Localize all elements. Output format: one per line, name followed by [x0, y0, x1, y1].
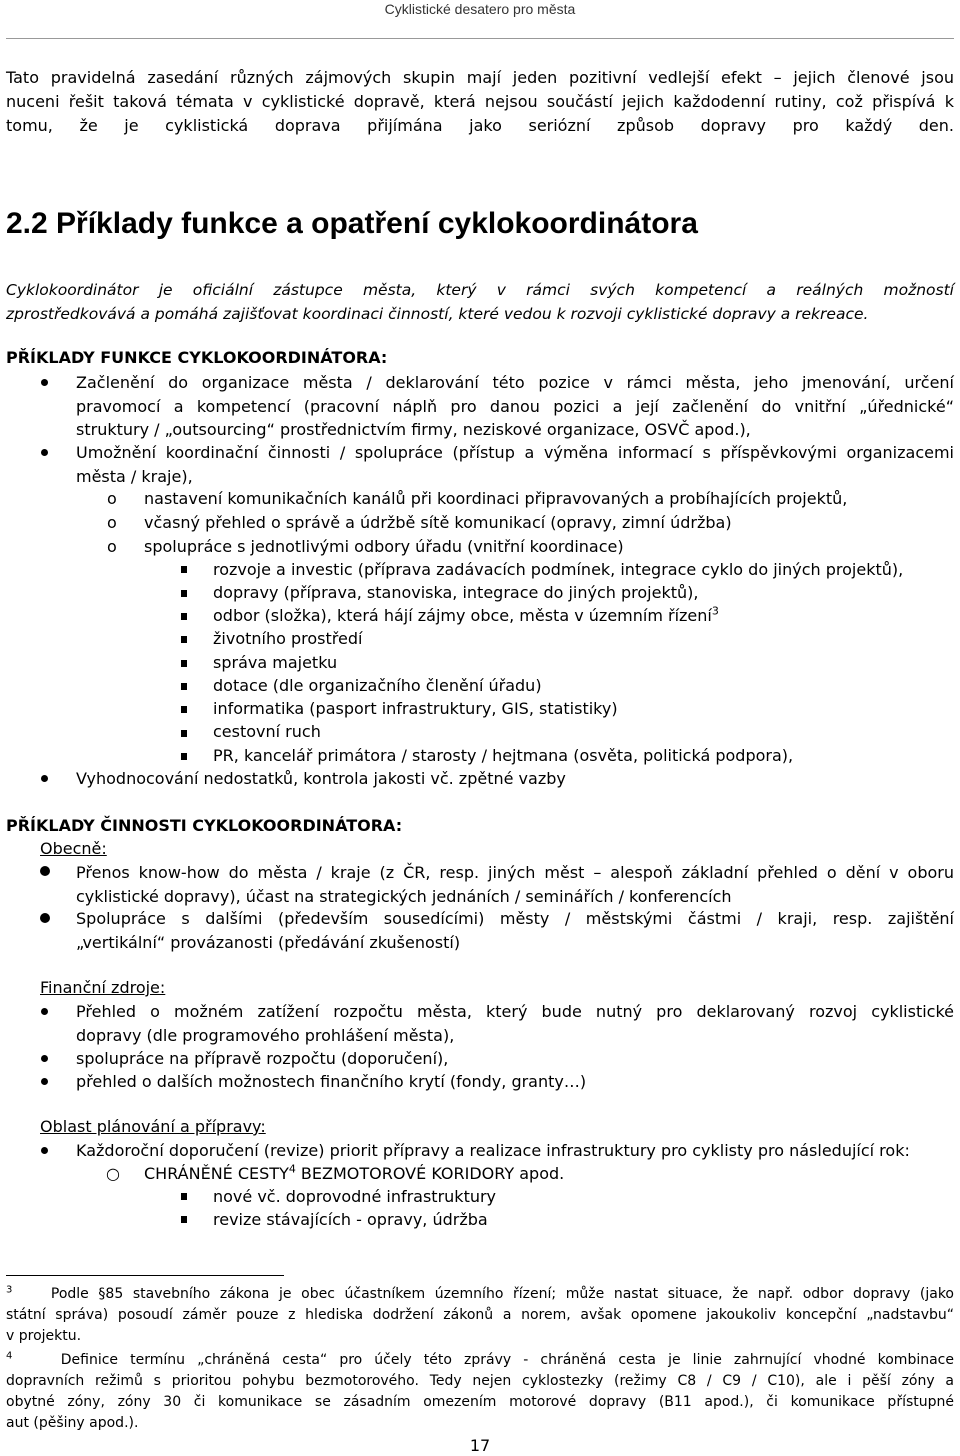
bullet-icon — [41, 1008, 48, 1015]
section-definition — [6, 278, 954, 326]
bullet-icon — [41, 1055, 48, 1062]
square-bullet-icon — [181, 1193, 187, 1200]
general-item-2-line-1: Spolupráce s dalšími (především sousedícími) městy / městskými částmi / kraji, resp. zajištění — [76, 909, 954, 928]
general-item-1-line-2: cyklistické dopravy), účast na strategických jednáních / seminářích / konferencích — [76, 886, 732, 906]
footnote-4-line-1 — [6, 1350, 954, 1371]
square-bullet-icon — [181, 590, 187, 597]
sub-bullet-marker: o — [107, 513, 117, 532]
function-subsub-2: dopravy (příprava, stanoviska, integrace do jiných projektů), — [213, 583, 699, 602]
footnote-3-text-1: Podle §85 stavebního zákona je obec účastníkem územního řízení; může nastat situace, že např. odbor dopravy (jako — [50, 1286, 954, 1302]
finance-item-1-line-1: Přehled o možném zatížení rozpočtu města, který bude nutný pro deklarovaný rozvoj cyklistické — [76, 1002, 954, 1021]
function-sub-1: nastavení komunikačních kanálů při koordinaci připravovaných a probíhajících projektů, — [144, 489, 848, 508]
general-item-1-line-1: Přenos know-how do města / kraje (z ČR, resp. jiných měst – alespoň základní přehled o dění v oboru — [76, 863, 954, 882]
finance-item-2: spolupráce na přípravě rozpočtu (doporučení), — [76, 1049, 449, 1068]
footnote-3 — [6, 1284, 954, 1347]
general-item-2-line-2: „vertikální“ provázanosti (předávání zkušeností) — [76, 932, 461, 952]
footnote-ref-3[interactable]: 3 — [711, 604, 719, 618]
function-sub-3: spolupráce s jednotlivými odbory úřadu (vnitřní koordinace) — [144, 537, 624, 556]
function-item-1-line-2: pravomocí a kompetencí (pracovní náplň pro danou pozici a její začlenění do vnitřní „úřednické“ — [76, 396, 954, 416]
planning-subsub-1: nové vč. doprovodné infrastruktury — [213, 1187, 497, 1206]
function-sub-2: včasný přehled o správě a údržbě sítě komunikací (opravy, zimní údržba) — [144, 513, 732, 532]
footnote-4 — [6, 1350, 954, 1434]
footnote-3-line-2: státní správa) posoudí záměr pouze z hlediska dodržení zákonů a norem, avšak opomene jakoukoliv koncepční „nadstavbu“ — [6, 1307, 954, 1323]
header-rule — [6, 38, 954, 39]
sub-bullet-marker: o — [107, 489, 117, 508]
footnote-rule — [6, 1275, 284, 1276]
footnote-4-text-1: Definice termínu „chráněná cesta“ pro účely této zprávy - chráněná cesta je linie zahrnující vhodné kombinace — [60, 1352, 954, 1368]
square-bullet-icon — [181, 1216, 187, 1223]
square-bullet-icon — [181, 730, 187, 737]
finance-item-3: přehled o dalších možnostech finančního krytí (fondy, granty…) — [76, 1072, 587, 1091]
intro-paragraph — [6, 66, 954, 138]
bullet-icon — [41, 449, 48, 456]
square-bullet-icon — [181, 753, 187, 760]
bullet-icon — [41, 775, 48, 782]
footnote-ref-4[interactable]: 4 — [288, 1162, 296, 1176]
planning-subsub-2: revize stávajících - opravy, údržba — [213, 1210, 488, 1229]
square-bullet-icon — [181, 636, 187, 643]
planning-sub-1 — [144, 1162, 564, 1185]
general-item-1 — [76, 861, 954, 908]
footnote-4-line-2: dopravních režimů s prioritou pohybu bezmotorového. Tedy nejen cyklostezky (režimy C8 / C9 / C10), ale i pěší zóny a — [6, 1373, 954, 1389]
finance-item-1 — [76, 1000, 954, 1047]
general-item-2 — [76, 907, 954, 954]
bullet-icon — [40, 913, 50, 923]
bullet-icon — [41, 1147, 48, 1154]
finance-item-1-line-2: dopravy (dle programového prohlášení města), — [76, 1025, 455, 1045]
planning-sub-1-after: BEZMOTOROVÉ KORIDORY apod. — [295, 1164, 565, 1183]
square-bullet-icon — [181, 683, 187, 690]
general-subheading: Obecně: — [40, 839, 107, 858]
square-bullet-icon — [181, 706, 187, 713]
bullet-icon — [40, 866, 50, 876]
intro-line-3: tomu, že je cyklistická doprava přijímána jako seriózní způsob dopravy pro každý den. — [6, 116, 954, 135]
function-subsub-4: životního prostředí — [213, 629, 363, 648]
footnote-3-line-3: v projektu. — [6, 1328, 82, 1344]
function-item-2-line-1: Umožnění koordinační činnosti / spolupráce (přístup a výměna informací s příspěvkovými organizacemi — [76, 443, 954, 462]
footnote-3-line-1 — [6, 1284, 954, 1305]
finance-subheading: Finanční zdroje: — [40, 978, 166, 997]
function-item-3: Vyhodnocování nedostatků, kontrola jakosti vč. zpětné vazby — [76, 769, 566, 788]
intro-line-2: nuceni řešit taková témata v cyklistické dopravě, která nejsou součástí jejich každodenní rutiny, což přispívá k — [6, 92, 954, 111]
function-subsub-3 — [213, 604, 719, 627]
intro-line-1: Tato pravidelná zasedání různých zájmových skupin mají jeden pozitivní vedlejší efekt – jejich členové jsou — [6, 68, 954, 87]
function-subsub-7: informatika (pasport infrastruktury, GIS, statistiky) — [213, 699, 618, 718]
function-item-2-line-2: města / kraje), — [76, 466, 193, 486]
function-item-1-line-3: struktury / „outsourcing“ prostřednictvím firmy, neziskové organizace, OSVČ apod.), — [76, 420, 751, 439]
function-subsub-1: rozvoje a investic (příprava zadávacích podmínek, integrace cyklo do jiných projektů), — [213, 560, 904, 579]
bullet-icon — [41, 379, 48, 386]
footnote-3-number: 3 — [6, 1284, 13, 1296]
bullet-icon — [41, 1078, 48, 1085]
planning-subheading: Oblast plánování a přípravy: — [40, 1117, 266, 1136]
footnote-4-line-3: obytné zóny, zóny 30 či komunikace se zásadním omezením motorové dopravy (B11 apod.), či komunikace přístupné — [6, 1394, 954, 1410]
planning-sub-1-before: CHRÁNĚNÉ CESTY — [144, 1164, 289, 1183]
function-item-1 — [76, 371, 954, 442]
function-subsub-9: PR, kancelář primátora / starosty / hejtmana (osvěta, politická podpora), — [213, 746, 794, 765]
function-subsub-8: cestovní ruch — [213, 722, 321, 741]
functions-heading: PŘÍKLADY FUNKCE CYKLOKOORDINÁTORA: — [6, 348, 388, 367]
square-bullet-icon — [181, 566, 187, 573]
definition-line-1: Cyklokoordinátor je oficiální zástupce města, který v rámci svých kompetencí a reálných možností — [6, 281, 954, 299]
footnote-4-number: 4 — [6, 1350, 13, 1362]
footnote-4-line-4: aut (pěšiny apod.). — [6, 1415, 139, 1431]
function-subsub-6: dotace (dle organizačního členění úřadu) — [213, 676, 542, 695]
function-item-1-line-1: Začlenění do organizace města / deklarování této pozice v rámci města, jeho jmenování, určení — [76, 373, 954, 392]
function-subsub-3-text: odbor (složka), která hájí zájmy obce, města v územním řízení — [213, 606, 712, 625]
definition-line-2: zprostředkovává a pomáhá zajišťovat koordinaci činností, které vedou k rozvoji cyklistické dopravy a rekreace. — [6, 305, 869, 323]
function-subsub-5: správa majetku — [213, 653, 338, 672]
sub-bullet-marker: o — [107, 537, 117, 556]
page-number: 17 — [469, 1436, 491, 1455]
activities-heading: PŘÍKLADY ČINNOSTI CYKLOKOORDINÁTORA: — [6, 816, 403, 835]
function-item-2 — [76, 441, 954, 488]
section-title: 2.2 Příklady funkce a opatření cyklokoordinátora — [6, 207, 698, 240]
running-header: Cyklistické desatero pro města — [384, 1, 576, 17]
open-circle-icon: ○ — [106, 1164, 120, 1183]
planning-item-1: Každoroční doporučení (revize) priorit přípravy a realizace infrastruktury pro cyklisty pro následující rok: — [76, 1141, 910, 1160]
square-bullet-icon — [181, 613, 187, 620]
square-bullet-icon — [181, 660, 187, 667]
